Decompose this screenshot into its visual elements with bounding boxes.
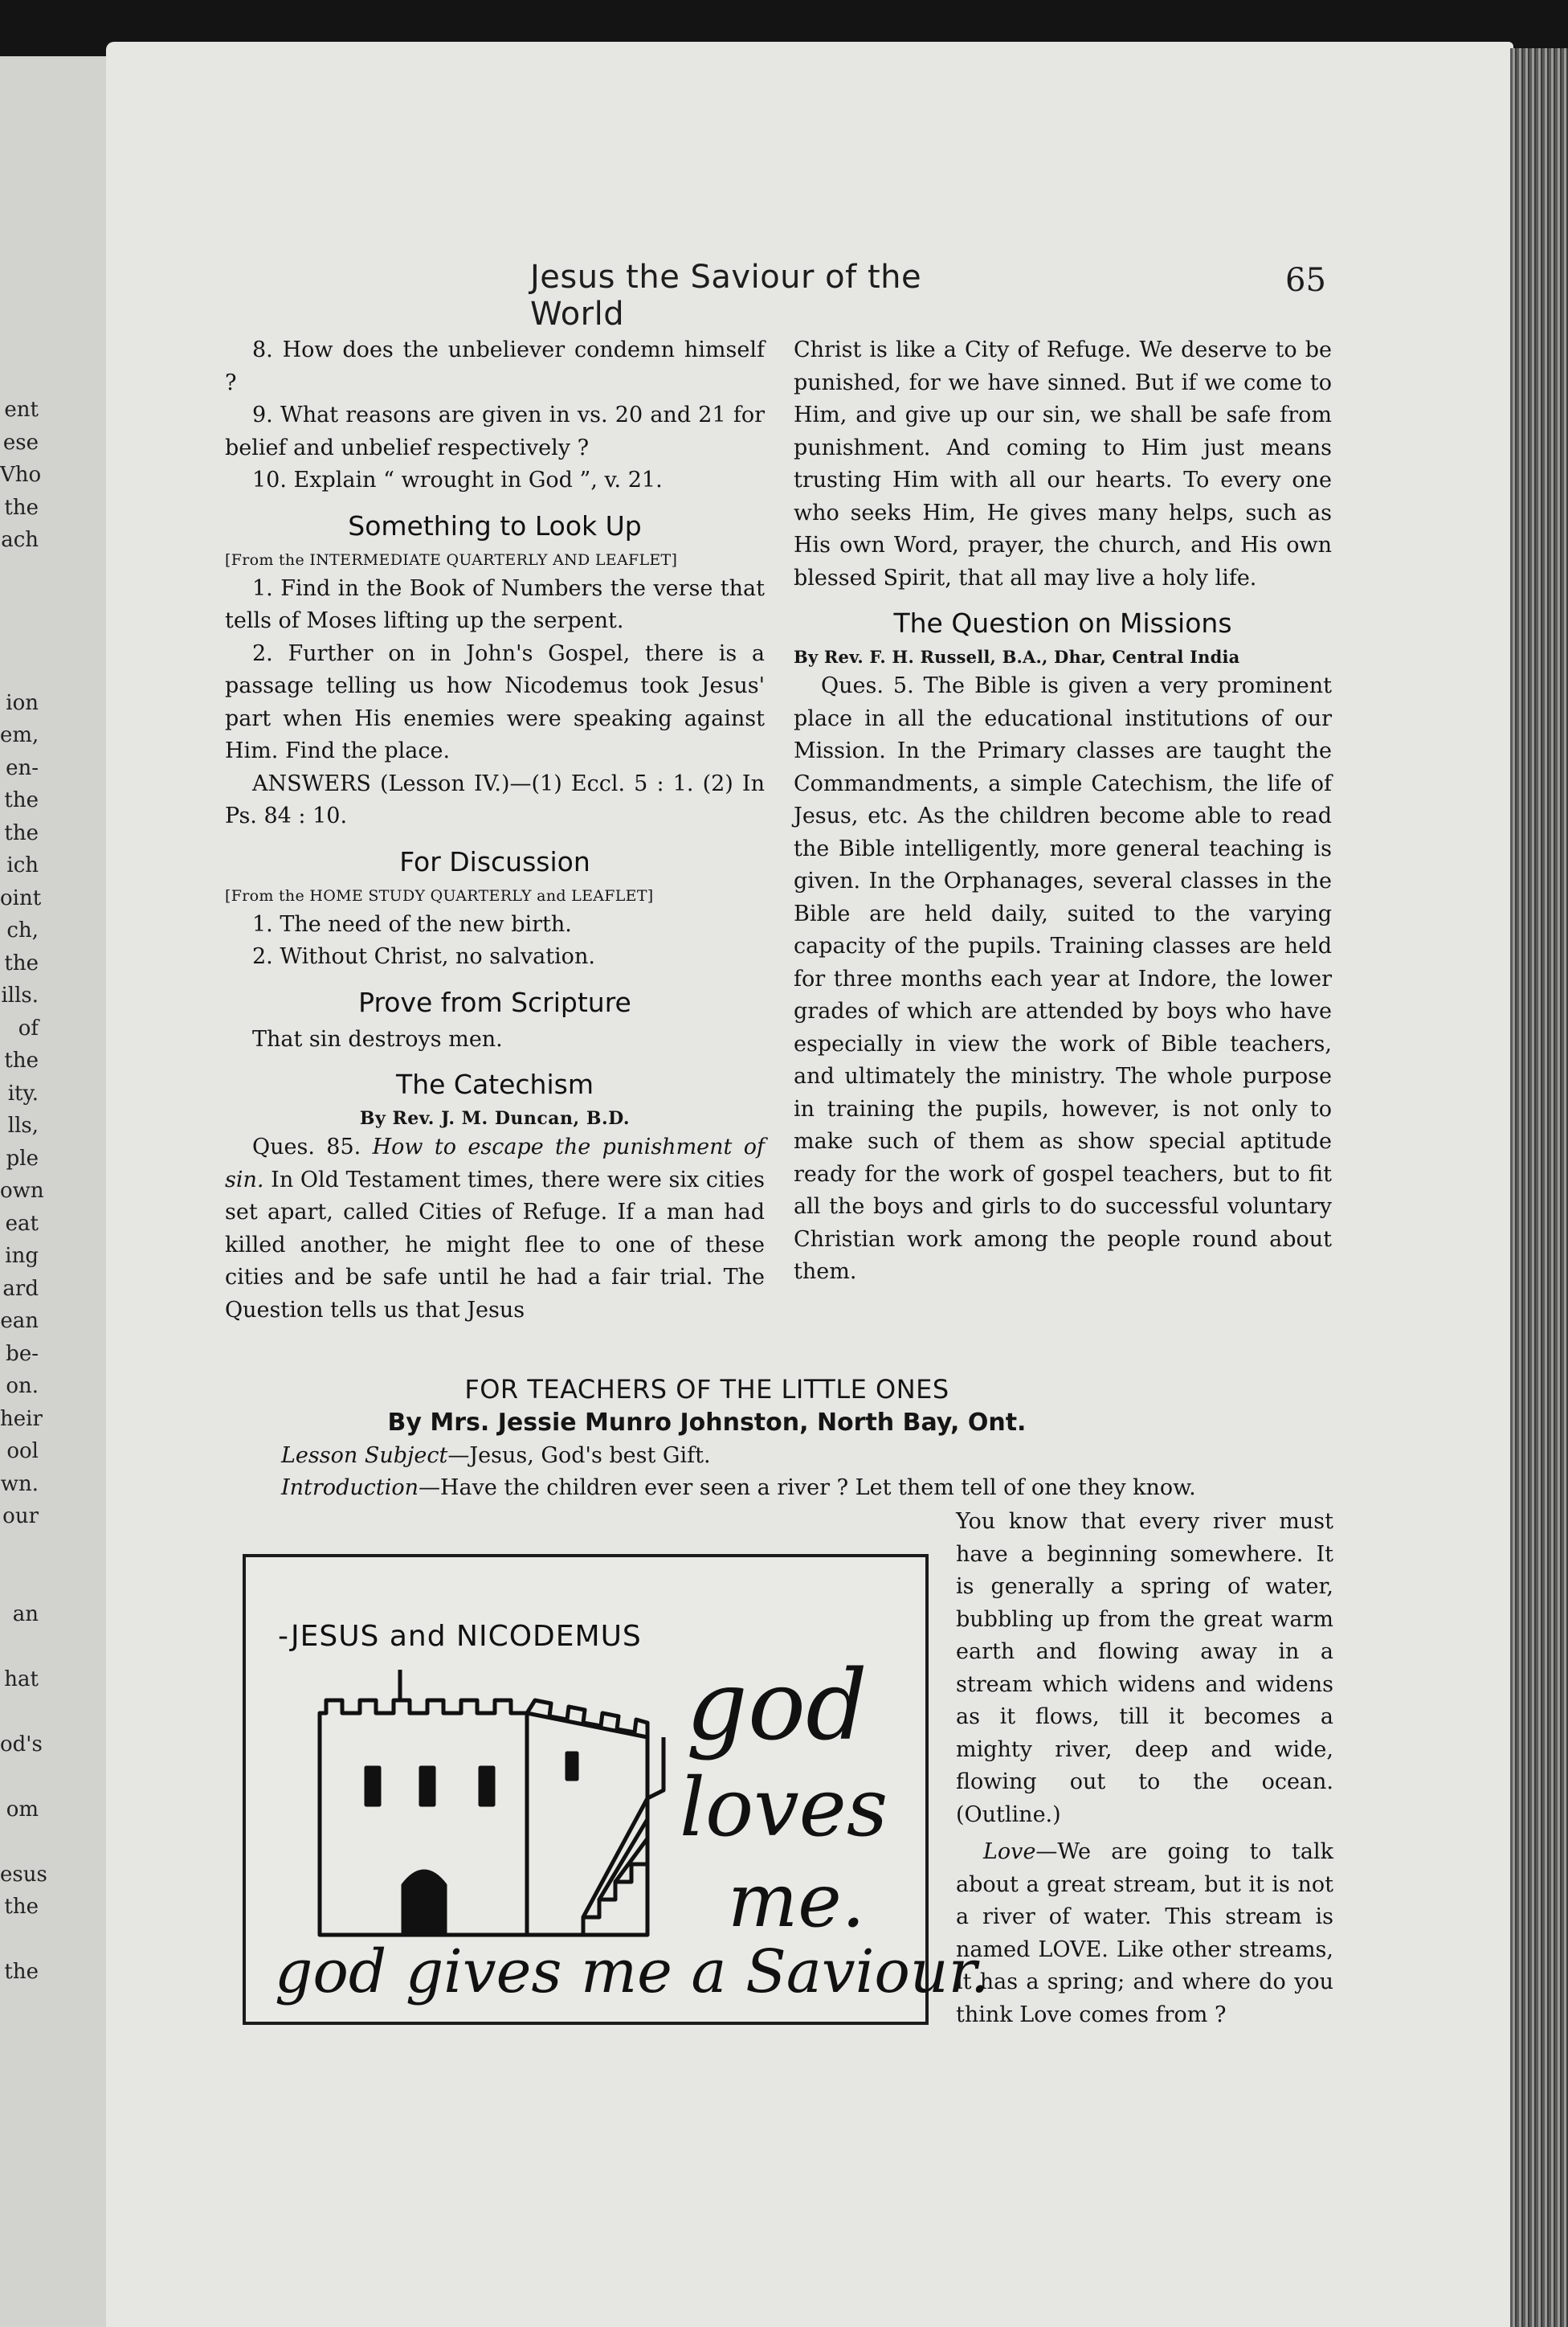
- lesson-subject: [281, 1440, 1333, 1472]
- catechism-byline: By Rev. J. M. Duncan, B.D.: [359, 1108, 631, 1129]
- discussion-item: 2. Without Christ, no salvation.: [252, 944, 595, 969]
- running-head: Jesus the Saviour of the World: [530, 259, 922, 333]
- left-page-fragment: ean: [0, 1309, 39, 1333]
- left-page-fragment: lls,: [7, 1114, 39, 1138]
- left-page-fragment: ity.: [7, 1081, 39, 1106]
- prove-text: That sin destroys men.: [252, 1026, 503, 1052]
- introduction-line: [281, 1472, 1333, 1504]
- love-paragraph: [956, 1836, 1333, 2031]
- left-page-fragment: ool: [6, 1439, 39, 1463]
- left-page-fragment: [0, 1533, 39, 1566]
- left-page-fragment: the: [4, 1895, 39, 1919]
- left-page-fragment: ills.: [1, 984, 39, 1008]
- missions-body: Ques. 5. The Bible is given a very prominent place in all the educational institutions of our Mission. In the Primary classes are taught the Commandments, a simple Catechism, the life of Jesus, etc. As the children become able to read the Bible intelligently, more general teaching is given. In the Orphanages, several classes in the Bible are held daily, suited to the varying capacity of the pupils. Training classes are held for three months each year at Indore, the lower grades of which are attended by boys who have especially in view the work of Bible teachers, and ultimately the ministry. The whole purpose in training the pupils, however, is not only to make such of them as show special aptitude ready for the work of gospel teachers, but to fit all the boys and girls to do successful voluntary Christian work among the people round about them.: [794, 673, 1332, 1284]
- left-page-fragment: ach: [1, 528, 39, 552]
- left-page-fragment: ion: [6, 690, 39, 715]
- handwriting-loves: loves: [680, 1761, 888, 1855]
- lesson-label: Lesson Subject: [281, 1443, 448, 1468]
- lesson-text: —Jesus, God's best Gift.: [447, 1443, 711, 1468]
- teachers-byline: By Mrs. Jessie Munro Johnston, North Bay, Ont.: [387, 1409, 1027, 1437]
- catechism-ques-label: Ques. 85.: [252, 1135, 361, 1159]
- look-up-heading: Something to Look Up: [348, 509, 642, 542]
- left-page-fragment: om: [6, 1797, 39, 1822]
- prove-heading: Prove from Scripture: [358, 986, 631, 1018]
- left-page-fragment: eat: [5, 1211, 39, 1236]
- left-page-fragment: on.: [6, 1374, 39, 1398]
- side-wall: [527, 1713, 647, 1935]
- intro-first: —Have the children ever seen a river ? Let them tell of one they know.: [419, 1475, 1196, 1500]
- left-page-fragment: hat: [4, 1667, 39, 1691]
- page-edges: [1510, 48, 1568, 2327]
- catechism-body: [225, 1131, 765, 1327]
- catechism-ques-title: How to escape the punishment of sin.: [225, 1135, 765, 1192]
- left-page-fragment: the: [4, 1960, 39, 1984]
- left-page-fragment: esus: [0, 1862, 47, 1887]
- answers: ANSWERS (Lesson IV.)—(1) Eccl. 5 : 1. (2) In Ps. 84 : 10.: [225, 771, 765, 828]
- lesson-illustration: [243, 1554, 990, 2025]
- left-page-edge: [0, 56, 106, 2327]
- page-number: 65: [1285, 262, 1326, 299]
- love-text: —We are going to talk about a great stream, but it is not a river of water. This stream is named LOVE. Like other streams, it has a spring; and where do you think Love comes from ?: [956, 1839, 1333, 2027]
- teachers-section: [281, 1372, 1333, 1504]
- teachers-heading: FOR TEACHERS OF THE LITTLE ONES: [464, 1374, 949, 1405]
- left-page-fragment: [0, 557, 39, 590]
- left-page-fragment: em,: [0, 723, 39, 747]
- left-page-fragment: [0, 622, 39, 655]
- discussion-source: [From the HOME STUDY QUARTERLY and LEAFLET]: [225, 886, 654, 905]
- left-page-fragment: ard: [2, 1276, 39, 1301]
- window: [366, 1768, 379, 1805]
- question-8: 8. How does the unbeliever condemn himself ?: [225, 337, 765, 395]
- catechism-heading: The Catechism: [396, 1069, 594, 1100]
- discussion-item: 1. The need of the new birth.: [252, 911, 572, 937]
- left-page-fragment: [0, 1826, 39, 1859]
- left-page-fragment: our: [2, 1504, 39, 1528]
- catechism-text: In Old Testament times, there were six cities set apart, called Cities of Refuge. If a man had killed another, he might flee to one of these cities and be safe until he had a fair trial. The Question tells us that Jesus: [225, 1167, 765, 1323]
- left-column: [225, 334, 765, 1327]
- left-page-fragment: [0, 1565, 39, 1598]
- intro-rest: You know that every river must have a beginning somewhere. It is generally a spring of water, bubbling up from the great warm earth and flowing away in a stream which widens and widens as it flows, till it becomes a mighty river, deep and wide, flowing out to the ocean. (Outline.): [956, 1509, 1333, 1827]
- window: [567, 1753, 577, 1779]
- left-page-fragment: heir: [0, 1406, 43, 1431]
- catechism-continuation: Christ is like a City of Refuge. We deserve to be punished, for we have sinned. But if we come to Him, and give up our sin, we shall be safe from punishment. And coming to Him just means trusting Him with all our hearts. To every one who seeks Him, He gives many helps, such as His own Word, prayer, the church, and His own blessed Spirit, that all may live a holy life.: [794, 337, 1332, 591]
- left-page-fragments: [0, 394, 47, 1989]
- left-page-fragment: ich: [6, 853, 39, 877]
- left-page-fragment: [0, 1761, 39, 1793]
- question-9: 9. What reasons are given in vs. 20 and 21 for belief and unbelief respectively ?: [225, 403, 765, 460]
- left-page-fragment: od's: [0, 1732, 43, 1756]
- left-page-fragment: an: [12, 1601, 39, 1626]
- door: [403, 1871, 445, 1935]
- left-page-fragment: oint: [0, 885, 42, 910]
- left-page-fragment: en-: [6, 755, 39, 780]
- missions-byline: By Rev. F. H. Russell, B.A., Dhar, Central India: [794, 647, 1240, 667]
- left-page-fragment: the: [4, 788, 39, 812]
- left-page-fragment: ing: [5, 1244, 39, 1268]
- discussion-heading: For Discussion: [399, 845, 590, 877]
- look-up-item: 2. Further on in John's Gospel, there is a passage telling us how Nicodemus took Jesus' part when His enemies were speaking against Him. Find the place.: [225, 640, 765, 763]
- right-column: [794, 334, 1332, 1289]
- left-page-fragment: [0, 1630, 39, 1663]
- handwriting-god: god: [686, 1650, 868, 1762]
- left-page-fragment: [0, 1924, 39, 1957]
- look-up-item: 1. Find in the Book of Numbers the verse that tells of Moses lifting up the serpent.: [225, 575, 765, 633]
- left-page-fragment: ese: [2, 430, 39, 455]
- left-page-fragment: the: [4, 951, 39, 975]
- missions-heading: The Question on Missions: [893, 607, 1232, 639]
- intro-label: Introduction: [281, 1475, 419, 1500]
- illustration-title: -JESUS and NICODEMUS: [278, 1620, 642, 1653]
- left-page-fragment: own: [0, 1179, 44, 1203]
- left-page-fragment: the: [4, 1049, 39, 1073]
- look-up-source: [From the INTERMEDIATE QUARTERLY AND LEAFLET]: [225, 550, 678, 569]
- window: [421, 1768, 434, 1805]
- left-page-fragment: ent: [4, 398, 39, 422]
- left-page-fragment: of: [18, 1016, 39, 1041]
- handwriting-me: me.: [728, 1858, 865, 1944]
- question-10: 10. Explain “ wrought in God ”, v. 21.: [252, 468, 663, 493]
- left-page-fragment: wn.: [0, 1471, 39, 1496]
- love-label: Love: [983, 1839, 1036, 1864]
- window: [480, 1768, 493, 1805]
- left-page-fragment: [0, 589, 39, 622]
- left-page-fragment: be-: [6, 1341, 39, 1366]
- left-page-fragment: [0, 1695, 39, 1728]
- left-page-fragment: Vho: [0, 463, 42, 487]
- introduction-continued: [956, 1506, 1333, 2031]
- left-page-fragment: ch,: [6, 918, 39, 943]
- handwriting-bottom: god gives me a Saviour.: [275, 1937, 990, 2006]
- left-page-fragment: the: [4, 820, 39, 845]
- left-page-fragment: the: [4, 495, 39, 520]
- left-page-fragment: ple: [6, 1146, 39, 1171]
- left-page-fragment: [0, 654, 39, 687]
